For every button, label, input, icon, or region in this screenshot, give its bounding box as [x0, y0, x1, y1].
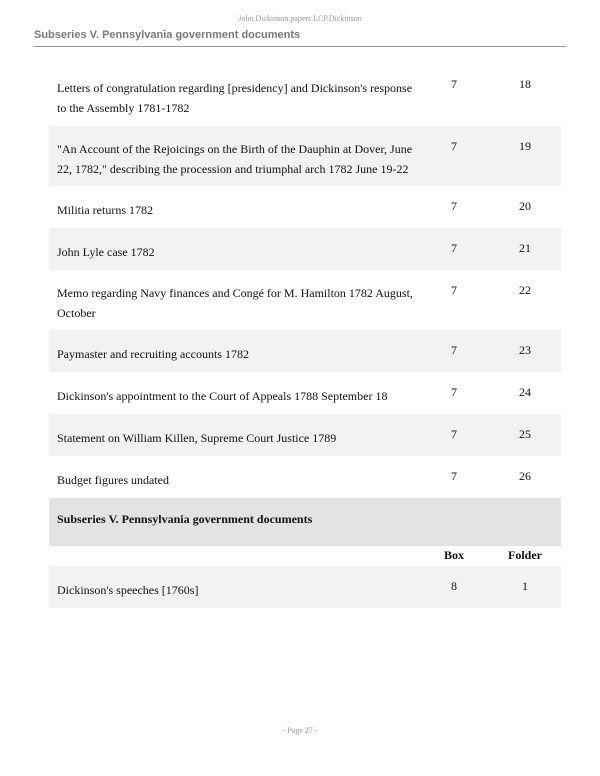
- description-line: "An Account of the Rejoicings on the Birth of the Dauphin at Dover, June: [57, 142, 413, 156]
- folder-rows: [49, 64, 561, 498]
- box-number: 7: [451, 139, 457, 153]
- description-line: Paymaster and recruiting accounts 1782: [57, 347, 249, 361]
- subseries-title: Subseries V. Pennsylvania government documents: [57, 512, 313, 526]
- description-line: Budget figures undated: [57, 473, 169, 487]
- folder-description: [57, 580, 417, 600]
- description-line: Letters of congratulation regarding [presidency] and Dickinson's response: [57, 81, 413, 95]
- box-number: 7: [451, 427, 457, 441]
- description-line: Militia returns 1782: [57, 203, 153, 217]
- folder-number: 22: [519, 283, 531, 297]
- box-number: 7: [451, 283, 457, 297]
- box-number: 7: [451, 343, 457, 357]
- table-row: [49, 372, 561, 414]
- folder-description: [57, 428, 417, 448]
- folder-number: 19: [519, 139, 531, 153]
- box-number: 7: [451, 199, 457, 213]
- folder-description: [57, 470, 417, 490]
- folder-description: [57, 386, 417, 406]
- column-headers: [49, 546, 561, 566]
- page-footer: - Page 27 -: [282, 726, 318, 735]
- subseries-rows: [49, 566, 561, 608]
- folder-number: 25: [519, 427, 531, 441]
- folder-number: 23: [519, 343, 531, 357]
- description-line: Memo regarding Navy finances and Congé for M. Hamilton 1782 August,: [57, 286, 413, 300]
- running-header: John Dickinson papers LCP.Dickinson: [238, 14, 362, 23]
- folder-number: 20: [519, 199, 531, 213]
- description-line: October: [57, 306, 96, 320]
- description-line: to the Assembly 1781-1782: [57, 101, 190, 115]
- box-number: 7: [451, 469, 457, 483]
- description-line: John Lyle case 1782: [57, 245, 155, 259]
- folder-description: [57, 78, 417, 118]
- folder-number: 26: [519, 469, 531, 483]
- box-number: 7: [451, 241, 457, 255]
- table-row: [49, 330, 561, 372]
- table-row: [49, 566, 561, 608]
- table-row: [49, 126, 561, 186]
- folder-column-header: Folder: [508, 548, 542, 562]
- table-row: [49, 456, 561, 498]
- description-line: 22, 1782," describing the procession and triumphal arch 1782 June 19-22: [57, 162, 409, 176]
- folder-number: 21: [519, 241, 531, 255]
- section-header: Subseries V. Pennsylvania government documents: [34, 29, 301, 41]
- folder-description: [57, 242, 417, 262]
- folder-description: [57, 283, 417, 323]
- container-list: [49, 64, 561, 608]
- box-column-header: Box: [443, 548, 464, 562]
- box-number: 7: [451, 385, 457, 399]
- folder-number: 18: [519, 77, 531, 91]
- description-line: Statement on William Killen, Supreme Court Justice 1789: [57, 431, 337, 445]
- box-number: 7: [451, 77, 457, 91]
- table-row: [49, 270, 561, 330]
- description-line: Dickinson's speeches [1760s]: [57, 583, 199, 597]
- header-divider: [34, 46, 566, 47]
- folder-description: [57, 139, 417, 179]
- table-row: [49, 414, 561, 456]
- table-row: [49, 64, 561, 126]
- description-line: Dickinson's appointment to the Court of Appeals 1788 September 18: [57, 389, 388, 403]
- folder-description: [57, 200, 417, 220]
- table-row: [49, 186, 561, 228]
- box-number: 8: [451, 579, 457, 593]
- folder-number: 24: [519, 385, 531, 399]
- folder-number: 1: [522, 579, 528, 593]
- table-row: [49, 228, 561, 270]
- subseries-heading: [49, 498, 561, 546]
- folder-description: [57, 344, 417, 364]
